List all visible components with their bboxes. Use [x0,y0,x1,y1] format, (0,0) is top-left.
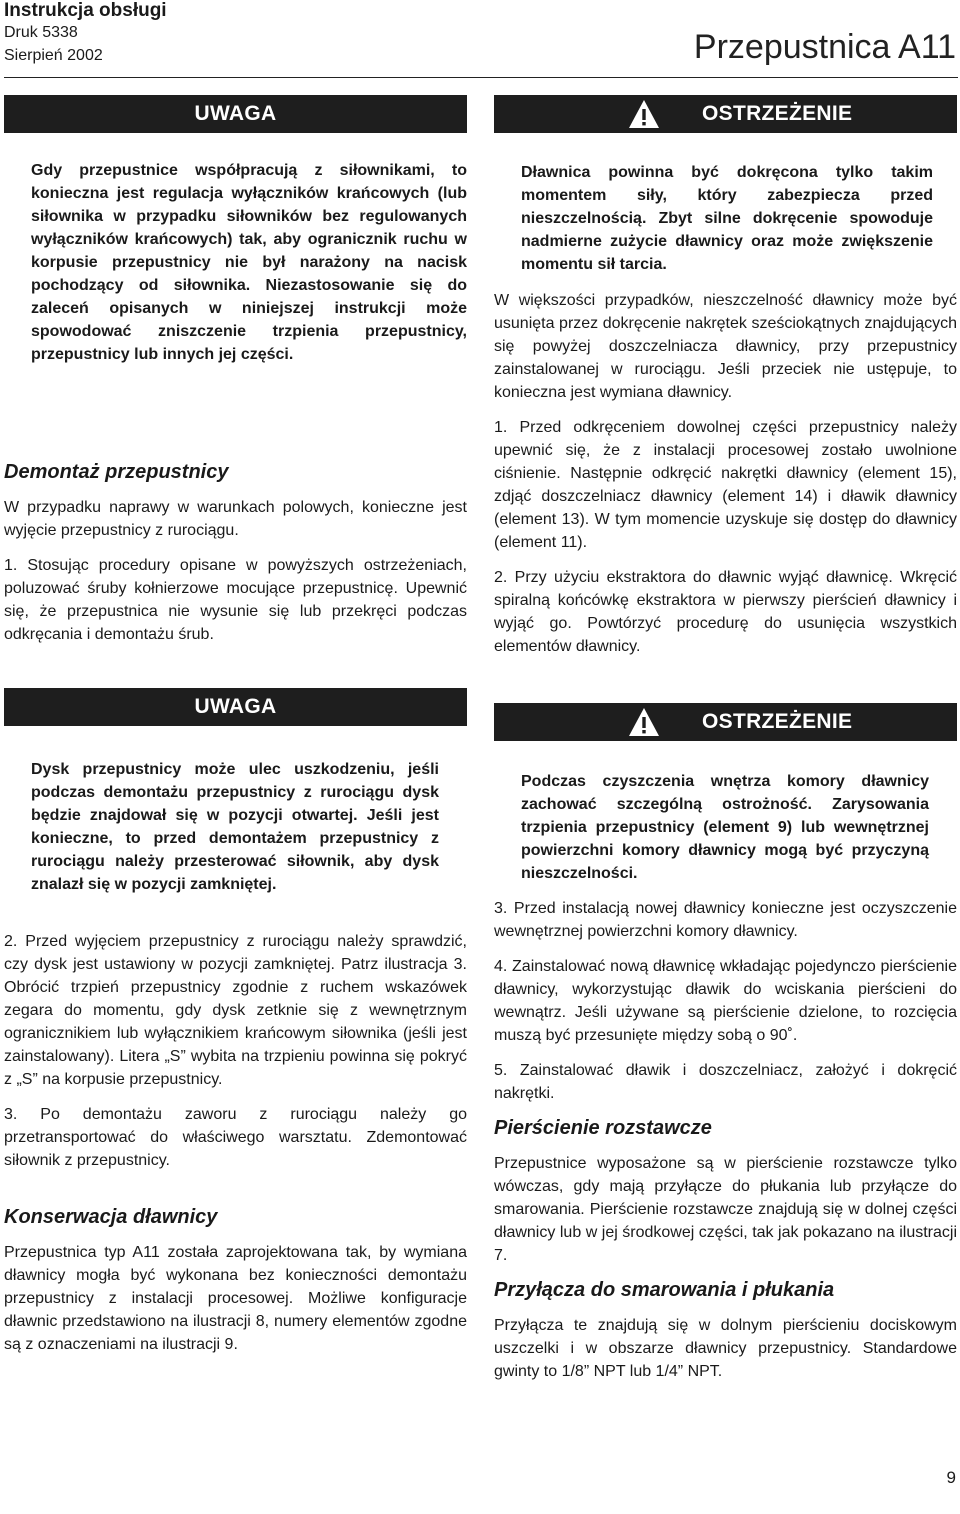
warning-triangle-icon [624,95,664,133]
section-disassembly [4,461,467,658]
paragraph: 1. Stosując procedury opisane w powyższych ostrzeżeniach, poluzować śruby kołnierzowe mocujące przepustnicę. Upewnić się, że przepustnica nie wysunie się lub przekręci podczas odkręcania i demontażu śrub. [4,557,467,643]
warning-bar-label: OSTRZEŻENIE [702,710,853,733]
paragraph: W przypadku naprawy w warunkach polowych, konieczne jest wyjęcie przepustnicy z rurociągu. [4,499,467,539]
warning-box-2 [521,770,929,897]
warning-text: Podczas czyszczenia wnętrza komory dławnicy zachować szczególną ostrożność. Zarysowania trzpienia przepustnicy (element 9) lub wewnętrznej powierzchni komory dławnicy mogą być przyczyną nieszczelności. [521,773,929,882]
section-heading: Konserwacja dławnicy [4,1206,218,1228]
section-disassembly-cont [4,930,467,1368]
section-packing-install [494,897,957,1395]
caution-text: Dysk przepustnicy może ulec uszkodzeniu, jeśli podczas demontażu przepustnicy z rurociągu dysk będzie znajdował się w pozycji otwartej. Jeśli jest konieczne, to przed demontażem przepustnicy z rurociągu należy przesterować siłownik, aby dysk znalazł się w pozycji zamkniętej. [31,761,439,893]
warning-bar-1 [494,95,957,133]
paragraph: 2. Przed wyjęciem przepustnicy z rurociągu należy sprawdzić, czy dysk jest ustawiony w pozycji zamkniętej. Patrz ilustracja 3. Obrócić trzpień przepustnicy zgodnie z ruchem wskazówek zegara do momentu, gdy dysk zetknie się z wewnętrznym ogranicznikiem lub wyłącznikiem krańcowym siłownika (jeśli jest zainstalowany). Litera „S” wybita na trzpieniu powinna się pokryć z „S” na korpusie przepustnicy. [4,933,467,1088]
product-title: Przepustnica A11 [693,28,956,66]
caution-text: Gdy przepustnice współpracują z siłownikami, to konieczna jest regulacja wyłączników krańcowych (lub siłownika w przypadku siłowników bez regulowanych wyłączników krańcowych) tak, aby ogranicznik ruchu w korpusie przepustnicy nie był narażony na nacisk pochodzący od siłownika. Niezastosowanie się do zaleceń opisanych w niniejszej instrukcji może spowodować zniszczenie trzpienia przepustnicy, przepustnicy lub innych jej części. [31,162,467,363]
section-heading: Przyłącza do smarowania i płukania [494,1279,835,1301]
section-packing-text [494,289,957,670]
caution-bar-label: UWAGA [194,102,277,125]
section-heading: Demontaż przepustnicy [4,461,229,483]
paragraph: 2. Przy użyciu ekstraktora do dławnic wyjąć dławnicę. Wkręcić spiralną końcówkę ekstraktora w pierwszy pierścień dławnicy i wyjąć go. Powtórzyć procedurę do usunięcia wszystkich elementów dławnicy. [494,569,957,655]
paragraph: Przepustnice wyposażone są w pierścienie rozstawcze tylko wówczas, gdy mają przyłącze do płukania lub przyłącze do smarowania. Pierścienie rozstawcze znajdują się w dolnej części dławnicy lub w jej środkowej części, tak jak pokazano na ilustracji 7. [494,1155,957,1264]
caution-bar-2 [4,688,467,726]
warning-triangle-icon [624,703,664,741]
caution-bar-1 [4,95,467,133]
warning-bar-label: OSTRZEŻENIE [702,102,853,125]
paragraph: 4. Zainstalować nową dławnicę wkładając pojedynczo pierścienie dławnicy, wykorzystując dławik do wciskania pierścieni do wewnątrz. Jeśli używane są pierścienie dzielone, to rozcięcia muszą być przesunięte między sobą o 90˚. [494,958,957,1044]
paragraph: Przepustnica typ A11 została zaprojektowana tak, by wymiana dławnicy mogła być wykonana bez konieczności demontażu przepustnicy z instalacji procesowej. Możliwe konfiguracje dławnic przedstawiono na ilustracji 8, numery elementów zgodne są z oznaczeniami na ilustracji 9. [4,1244,467,1353]
paragraph: W większości przypadków, nieszczelność dławnicy może być usunięta przez dokręcenie nakrętek sześciokątnych znajdujących się powyżej doszczelniacza dławnicy, przy przepustnicy zainstalowanej w rurociągu. Jeśli przeciek nie ustępuje, to konieczna jest wymiana dławnicy. [494,292,957,401]
warning-text: Dławnica powinna być dokręcona tylko takim momentem siły, który zabezpiecza przed nieszczelnością. Zbyt silne dokręcenie spowoduje nadmierne zużycie dławnicy oraz może zwiększenie momentu sił tarcia. [521,164,933,273]
paragraph: 3. Po demontażu zaworu z rurociągu należy go przetransportować do właściwego warsztatu. Zdemontować siłownik z przepustnicy. [4,1106,467,1169]
header-rule [4,77,958,78]
caution-bar-label: UWAGA [194,695,277,718]
caution-box-1 [31,159,467,378]
paragraph: 1. Przed odkręceniem dowolnej części przepustnicy należy upewnić się, że z instalacji procesowej zostało uwolnione ciśnienie. Następnie odkręcić nakrętki dławnicy (element 15), zdjąć doszczelniacz dławnicy (element 14) i dławik dławnicy (element 13). W tym momencie uzyskuje się dostęp do dławnicy (element 11). [494,419,957,551]
manual-title: Instrukcja obsługi [4,0,167,21]
paragraph: 3. Przed instalacją nowej dławnicy konieczne jest oczyszczenie wewnętrznej powierzchni komory dławnicy. [494,900,957,940]
page-number: 9 [946,1468,956,1487]
paragraph: Przyłącza te znajdują się w dolnym pierścieniu dociskowym uszczelki i w obszarze dławnicy przepustnicy. Standardowe gwinty to 1/8” NPT lub 1/4” NPT. [494,1317,957,1380]
warning-box-1 [521,161,933,288]
doc-number: Druk 5338 [4,24,78,41]
doc-date: Sierpień 2002 [4,47,103,64]
section-heading: Pierścienie rozstawcze [494,1117,712,1139]
caution-box-2 [31,758,439,908]
paragraph: 5. Zainstalować dławik i doszczelniacz, założyć i dokręcić nakrętki. [494,1062,957,1102]
warning-bar-2 [494,703,957,741]
